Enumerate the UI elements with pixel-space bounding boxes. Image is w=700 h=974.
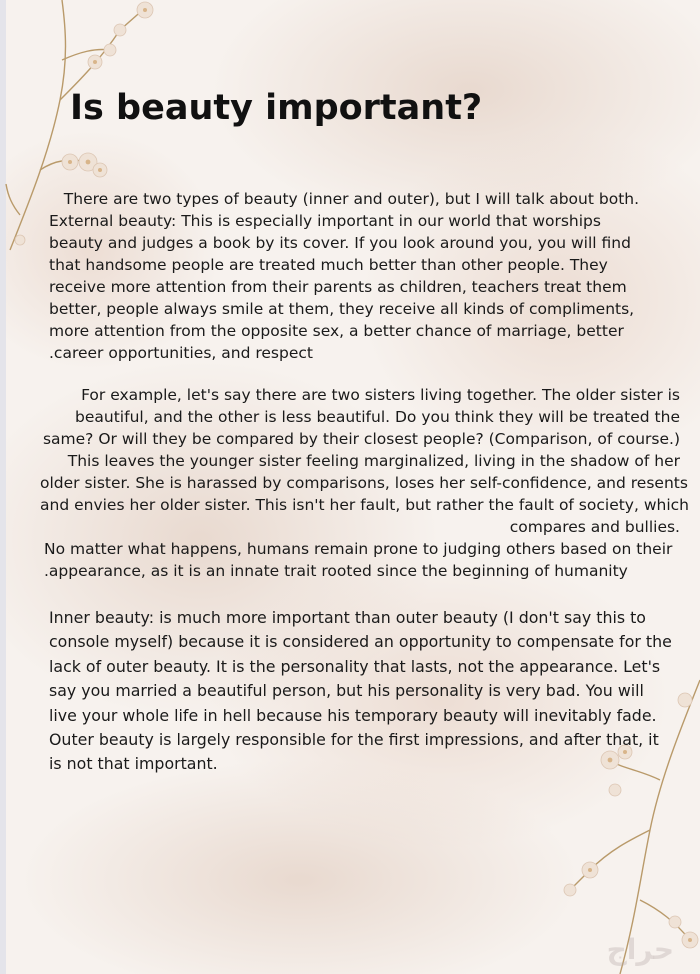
text-line: External beauty: This is especially important in our world that worships bbox=[49, 212, 601, 230]
text-line: No matter what happens, humans remain prone to judging others based on their bbox=[44, 540, 673, 558]
text-line: more attention from the opposite sex, a better chance of marriage, better bbox=[49, 322, 624, 340]
text-line: and envies her older sister. This isn't her fault, but rather the fault of society, which bbox=[40, 496, 689, 514]
paragraph-outer-beauty bbox=[49, 188, 689, 364]
text-line: Inner beauty: is much more important than outer beauty (I don't say this to bbox=[49, 608, 646, 627]
text-line: older sister. She is harassed by comparisons, loses her self-confidence, and resents bbox=[40, 474, 688, 492]
text-line: receive more attention from their parents as children, teachers treat them bbox=[49, 278, 627, 296]
text-line: say you married a beautiful person, but his personality is very bad. You will bbox=[49, 681, 644, 701]
text-line: This leaves the younger sister feeling marginalized, living in the shadow of her bbox=[67, 452, 680, 470]
watermark-logo: حراج bbox=[606, 933, 674, 966]
text-line: compares and bullies. bbox=[509, 518, 680, 536]
text-line: beautiful, and the other is less beautiful. Do you think they will be treated the bbox=[75, 408, 680, 426]
text-line: that handsome people are treated much better than other people. They bbox=[49, 256, 608, 274]
paragraph-inner-beauty bbox=[49, 606, 689, 777]
text-line: console myself) because it is considered an opportunity to compensate for the bbox=[49, 632, 672, 652]
text-line: beauty and judges a book by its cover. If you look around you, you will find bbox=[49, 234, 631, 252]
document-title: Is beauty important? bbox=[70, 88, 483, 128]
text-line: There are two types of beauty (inner and outer), but I will talk about both. bbox=[49, 190, 640, 208]
paragraph-sisters-example bbox=[40, 384, 689, 582]
text-line: .career opportunities, and respect bbox=[49, 344, 313, 362]
text-line: same? Or will they be compared by their closest people? (Comparison, of course.) bbox=[42, 430, 680, 448]
text-line: For example, let's say there are two sisters living together. The older sister is bbox=[81, 386, 680, 404]
text-line: live your whole life in hell because his temporary beauty will inevitably fade. bbox=[49, 705, 657, 725]
text-line: better, people always smile at them, they receive all kinds of compliments, bbox=[49, 300, 635, 318]
text-line: is not that important. bbox=[49, 754, 218, 774]
text-line: lack of outer beauty. It is the personality that lasts, not the appearance. Let's bbox=[49, 656, 661, 676]
text-line: .appearance, as it is an innate trait rooted since the beginning of humanity bbox=[44, 562, 628, 580]
text-line: Outer beauty is largely responsible for the first impressions, and after that, it bbox=[49, 730, 659, 750]
